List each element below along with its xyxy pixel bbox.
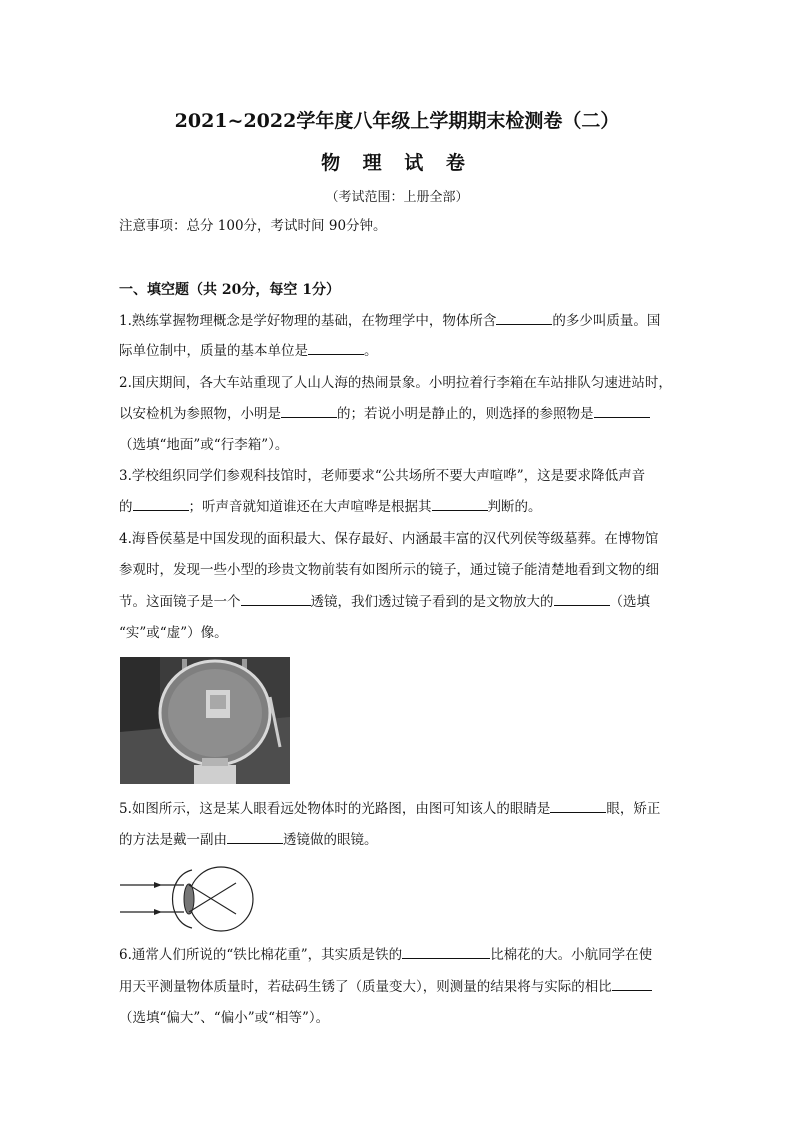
q4-text-b: 透镜，我们透过镜子看到的是文物放大的 [310,594,554,610]
q4-line4: “实”或“虚”）像。 [119,625,228,641]
q4-text-c: （选填 [609,594,650,610]
q4-blank-1 [241,593,311,606]
q5-text-d: 透镜做的眼镜。 [283,832,378,848]
section-heading: 一、填空题（共 20分，每空 1分） [119,282,340,298]
q1-blank-1 [496,312,552,325]
q2-line3: （选填“地面”或“行李箱”）。 [119,437,289,453]
q5-blank-2 [227,831,283,844]
q5-line1 [119,800,660,818]
q5-blank-1 [550,800,606,813]
q1-line2 [119,342,378,360]
q1-text-a: 1.熟练掌握物理概念是学好物理的基础，在物理学中，物体所含 [119,313,497,329]
q6-text-b: 比棉花的大。小航同学在使 [490,947,653,963]
q5-text-c: 的方法是戴一副由 [119,832,227,848]
q5-text-b: 眼，矫正 [606,801,661,817]
q2-blank-1 [281,405,337,418]
q4-line2: 参观时，发现一些小型的珍贵文物前装有如图所示的镜子，通过镜子能清楚地看到文物的细 [119,562,659,578]
eye-ray-diagram [118,866,288,932]
q6-line1 [119,946,652,964]
q5-text-a: 5.如图所示，这是某人眼看远处物体时的光路图，由图可知该人的眼睛是 [119,801,551,817]
q2-text-b: 的；若说小明是静止的，则选择的参照物是 [337,406,594,422]
q2-line1: 2.国庆期间，各大车站重现了人山人海的热闹景象。小明拉着行李箱在车站排队匀速进站时， [119,375,672,391]
magnifier-photo [120,657,290,784]
q6-text-a: 6.通常人们所说的“铁比棉花重”，其实质是铁的 [119,947,403,963]
q5-line2 [119,831,378,849]
q3-blank-2 [432,498,488,511]
exam-note: 注意事项：总分 100分，考试时间 90分钟。 [119,218,387,234]
q1-text-b: 的多少叫质量。国 [552,313,661,329]
q3-text-a: 的 [119,499,133,515]
q3-text-c: 判断的。 [487,499,542,515]
q2-text-a: 以安检机为参照物，小明是 [119,406,281,422]
q6-text-c: 用天平测量物体质量时，若砝码生锈了（质量变大），则测量的结果将与实际的相比 [119,979,612,995]
exam-title: 2021~2022学年度八年级上学期期末检测卷（二） [174,110,620,132]
q3-text-b: ；听声音就知道谁还在大声喧哗是根据其 [188,499,432,515]
q1-text-c: 际单位制中，质量的基本单位是 [119,343,308,359]
q4-line3 [119,593,650,611]
exam-scope: （考试范围：上册全部） [325,190,469,205]
q1-text-d: 。 [364,343,378,359]
q1-line1 [119,312,660,330]
q3-blank-1 [133,498,189,511]
q1-blank-2 [308,342,364,355]
q4-line1: 4.海昏侯墓是中国发现的面积最大、保存最好、内涵最丰富的汉代列侯等级墓葬。在博物馆 [119,531,659,547]
q2-line2 [119,405,650,423]
subject-title: 物 理 试 卷 [321,152,473,174]
q4-blank-2 [554,593,610,606]
magnifier-photo-art [120,657,290,784]
q6-line2 [119,978,652,996]
q2-blank-2 [594,405,650,418]
q6-blank-2 [612,978,652,991]
q4-text-a: 节。这面镜子是一个 [119,594,241,610]
q6-blank-1 [402,946,490,959]
q6-line3: （选填“偏大”、“偏小”或“相等”）。 [119,1010,330,1026]
q3-line1: 3.学校组织同学们参观科技馆时，老师要求“公共场所不要大声喧哗”，这是要求降低声音 [119,468,646,484]
q3-line2 [119,498,542,516]
